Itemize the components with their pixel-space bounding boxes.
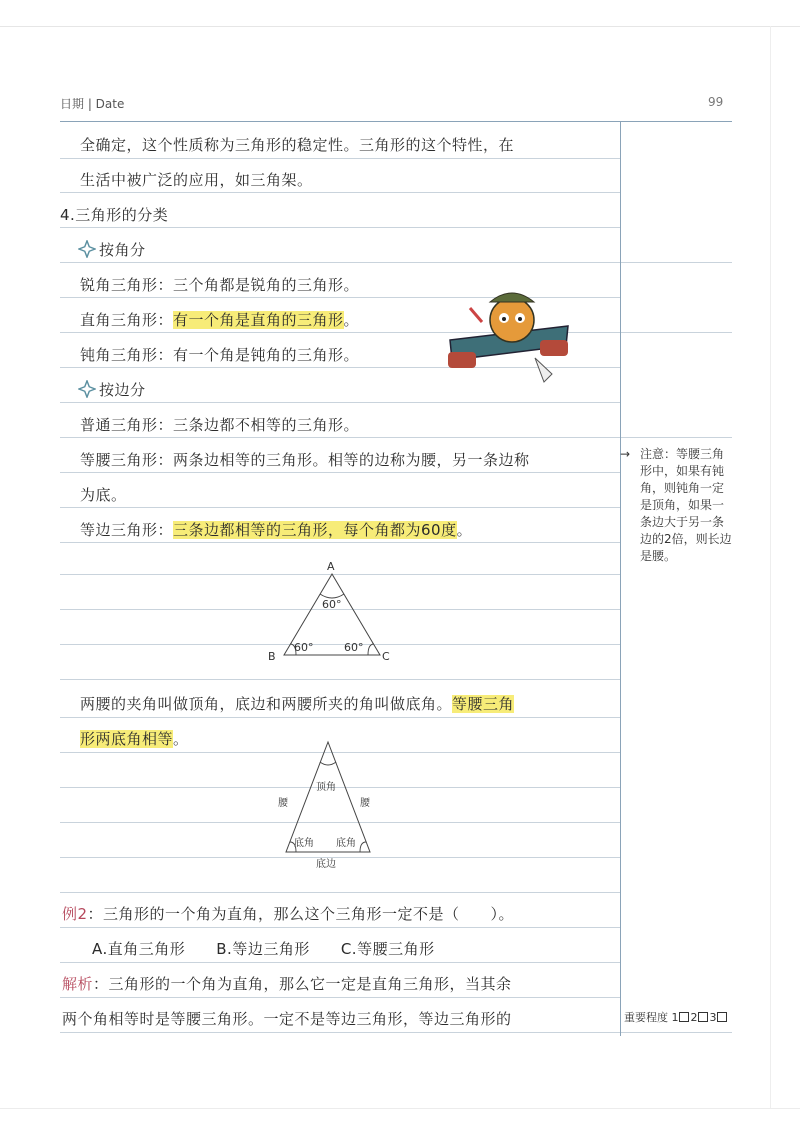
ruled-line bbox=[60, 679, 620, 680]
checkbox-3[interactable] bbox=[717, 1012, 727, 1022]
highlighted-text: 等腰三角 bbox=[452, 695, 515, 713]
ruled-line bbox=[60, 158, 620, 159]
vertex-label-c: C bbox=[382, 650, 390, 663]
margin-ruled-line bbox=[621, 262, 732, 263]
text-line-scalene: 普通三角形：三条边都不相等的三角形。 bbox=[80, 416, 360, 434]
analysis-text: ：三角形的一个角为直角，那么它一定是直角三角形，当其余 bbox=[93, 975, 512, 993]
punctuation: 。 bbox=[343, 311, 360, 329]
rating-1: 1 bbox=[671, 1011, 679, 1024]
star-icon bbox=[78, 240, 96, 258]
analysis-label: 解析 bbox=[62, 975, 94, 993]
page-right-edge bbox=[770, 26, 771, 1108]
side-note-text: 注意：等腰三角形中，如果有钝角，则钝角一定是顶角，如果一条边大于另一条边的2倍，则长边是腰。 bbox=[640, 447, 732, 563]
highlighted-text: 三条边都相等的三角形，每个角都为60度 bbox=[173, 521, 457, 539]
isosceles-triangle bbox=[286, 742, 370, 852]
text-line-isosceles-cont: 为底。 bbox=[80, 486, 127, 504]
ruled-line bbox=[60, 1032, 620, 1033]
isosceles-triangle-diagram bbox=[270, 736, 390, 872]
subheading-label: 按角分 bbox=[99, 241, 146, 259]
subheading-label: 按边分 bbox=[99, 381, 146, 399]
ruled-line bbox=[60, 507, 620, 508]
ruled-line bbox=[60, 997, 620, 998]
importance-label: 重要程度 bbox=[624, 1011, 668, 1024]
arrow-icon: → bbox=[620, 447, 631, 461]
margin-rule bbox=[620, 121, 621, 1036]
cartoon-mascot-illustration bbox=[440, 278, 580, 390]
text-line-right bbox=[80, 310, 359, 330]
base-angle-right-label: 底角 bbox=[336, 838, 356, 849]
term-label: 直角三角形： bbox=[80, 311, 174, 329]
angle-label-right: 60° bbox=[344, 641, 364, 654]
vertex-label-a: A bbox=[327, 560, 335, 573]
ruled-line bbox=[60, 542, 620, 543]
apex-text: 两腰的夹角叫做顶角，底边和两腰所夹的角叫做底角。 bbox=[80, 695, 453, 713]
checkbox-1[interactable] bbox=[679, 1012, 689, 1022]
text-line-apex bbox=[80, 694, 514, 714]
right-leg-label: 腰 bbox=[360, 798, 370, 809]
angle-label-top: 60° bbox=[322, 598, 342, 611]
apex-angle-label: 顶角 bbox=[316, 782, 336, 793]
page-number: 99 bbox=[708, 95, 724, 109]
ruled-line bbox=[60, 717, 620, 718]
example-question: ：三角形的一个角为直角，那么这个三角形一定不是（ ）。 bbox=[87, 905, 515, 923]
checkbox-2[interactable] bbox=[698, 1012, 708, 1022]
importance-rating bbox=[624, 1009, 729, 1025]
ruled-line bbox=[60, 472, 620, 473]
term-label: 等边三角形： bbox=[80, 521, 174, 539]
margin-ruled-line bbox=[621, 437, 732, 438]
ruled-line bbox=[60, 962, 620, 963]
star-icon bbox=[78, 380, 96, 398]
rating-2: 2 bbox=[690, 1011, 698, 1024]
base-angle-left-label: 底角 bbox=[294, 838, 314, 849]
angle-label-left: 60° bbox=[294, 641, 314, 654]
vertex-label-b: B bbox=[268, 650, 276, 663]
left-leg-label: 腰 bbox=[278, 798, 288, 809]
page-top-edge bbox=[0, 26, 800, 27]
highlighted-text: 形两底角相等 bbox=[80, 730, 174, 748]
ruled-line bbox=[60, 892, 620, 893]
text-line-obtuse: 钝角三角形：有一个角是钝角的三角形。 bbox=[80, 346, 360, 364]
subheading-by-side bbox=[78, 380, 146, 400]
highlighted-text: 有一个角是直角的三角形 bbox=[173, 311, 344, 329]
base-label: 底边 bbox=[316, 859, 336, 870]
margin-ruled-line bbox=[621, 1032, 732, 1033]
ruled-line bbox=[60, 927, 620, 928]
date-label: 日期 | Date bbox=[60, 97, 125, 111]
section-title: 4.三角形的分类 bbox=[60, 206, 169, 224]
text-line-isosceles: 等腰三角形：两条边相等的三角形。相等的边称为腰，另一条边称 bbox=[80, 451, 530, 469]
subheading-by-angle bbox=[78, 240, 146, 260]
text-line-2: 生活中被广泛的应用，如三角架。 bbox=[80, 171, 313, 189]
ruled-line bbox=[60, 437, 620, 438]
ruled-line bbox=[60, 262, 620, 263]
text-line-1: 全确定，这个性质称为三角形的稳定性。三角形的这个特性，在 bbox=[80, 136, 515, 154]
header-rule bbox=[60, 121, 732, 122]
side-note bbox=[620, 446, 732, 565]
analysis-line-1 bbox=[62, 974, 512, 994]
analysis-line-2: 两个角相等时是等腰三角形。一定不是等边三角形，等边三角形的 bbox=[62, 1010, 512, 1028]
example-label: 例2 bbox=[62, 905, 88, 923]
text-line-equilateral bbox=[80, 520, 472, 540]
punctuation: 。 bbox=[173, 730, 189, 748]
rating-3: 3 bbox=[709, 1011, 717, 1024]
ruled-line bbox=[60, 192, 620, 193]
equilateral-triangle-diagram bbox=[262, 558, 402, 664]
example-options: A.直角三角形 B.等边三角形 C.等腰三角形 bbox=[92, 940, 435, 958]
page-bottom-edge bbox=[0, 1108, 800, 1109]
ruled-line bbox=[60, 402, 620, 403]
text-line-base-angles bbox=[80, 729, 189, 749]
example-line bbox=[62, 904, 514, 924]
text-line-acute: 锐角三角形：三个角都是锐角的三角形。 bbox=[80, 276, 360, 294]
margin-ruled-line bbox=[621, 332, 732, 333]
punctuation: 。 bbox=[456, 521, 473, 539]
ruled-line bbox=[60, 227, 620, 228]
